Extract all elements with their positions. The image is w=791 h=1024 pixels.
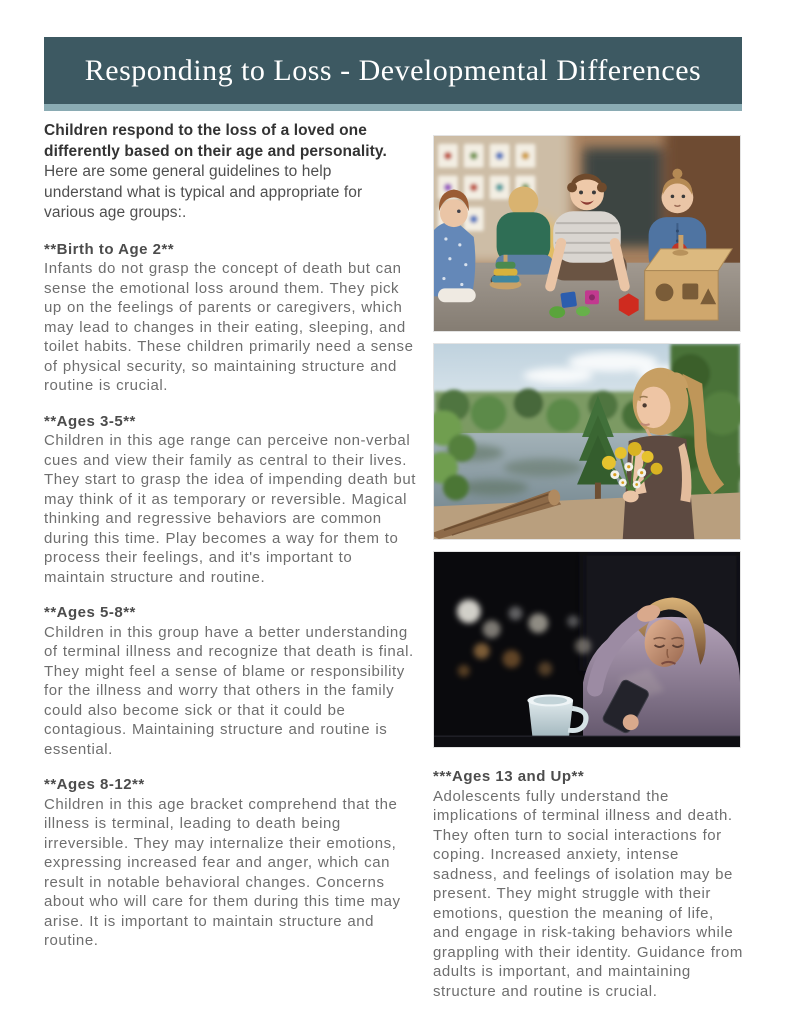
girl-with-flowers-illustration — [434, 344, 740, 539]
section-body: Children in this age range can perceive non-verbal cues and view their family as central to their lives. They start to grasp the idea of impending death but may think of it as temporary or reversible. Magical thinking and regressive behaviors are common during this time. Play becomes a way for them to process their feelings, and it's important to maintain structure and routine. — [44, 432, 416, 586]
toddlers-playing-illustration — [434, 136, 740, 331]
section-heading: **Ages 3-5** — [44, 412, 136, 430]
intro-paragraph — [44, 121, 396, 224]
page-title: Responding to Loss - Developmental Differences — [84, 53, 702, 87]
section-ages-5-8 — [44, 603, 416, 759]
teen-crying-phone-illustration — [434, 552, 740, 747]
table-surface — [434, 736, 740, 747]
section-body: Infants do not grasp the concept of death but can sense the emotional loss around them. They pick up on the feelings of parents or caregivers, which may lead to changes in their eating, sleeping, and toilet habits. These children primarily need a sense of physical security, so maintaining structure and routine is crucial. — [44, 260, 414, 394]
section-body: Children in this group have a better understanding of terminal illness and recognize that death is final. They might feel a sense of blame or responsibility for the illness and worry that others in the family could also become sick or that it could be contagious. Maintaining structure and routine is essential. — [44, 623, 414, 758]
section-heading: **Ages 8-12** — [44, 776, 145, 793]
right-column — [433, 135, 741, 1001]
left-column — [44, 121, 416, 951]
toddlers-playing-photo — [433, 135, 741, 332]
section-heading: ***Ages 13 and Up** — [433, 768, 585, 785]
header-accent-strip — [44, 104, 742, 111]
section-heading: **Ages 5-8** — [44, 604, 136, 621]
teen-crying-phone-photo — [433, 551, 741, 748]
section-heading: **Birth to Age 2** — [44, 240, 175, 258]
intro-bold-text: Children respond to the loss of a loved one differently based on their age and personality. — [44, 122, 387, 160]
page-header — [44, 37, 742, 104]
section-body: Adolescents fully understand the implications of terminal illness and death. They often turn to social interactions for coping. Increased anxiety, intense sadness, and feelings of isolation may be present. They might struggle with their emotions, question the meaning of life, and engage in risk-taking behaviors while grappling with their identity. Guidance from adults is important, and maintaining structure and routine is crucial. — [433, 787, 743, 1000]
girl-with-flowers-photo — [433, 343, 741, 540]
section-ages-13-up — [433, 767, 745, 1001]
section-birth-to-2 — [44, 240, 416, 396]
section-ages-8-12 — [44, 775, 416, 951]
intro-regular-text: Here are some general guidelines to help understand what is typical and appropriate for various age groups:. — [44, 163, 363, 221]
section-body: Children in this age bracket comprehend that the illness is terminal, leading to death being irreversible. They may internalize their emotions, expressing increased fear and anger, which can result in notable behavioral changes. Concerns about who will care for them during this time may arise. It is important to maintain structure and routine. — [44, 795, 401, 949]
section-ages-3-5 — [44, 412, 416, 588]
